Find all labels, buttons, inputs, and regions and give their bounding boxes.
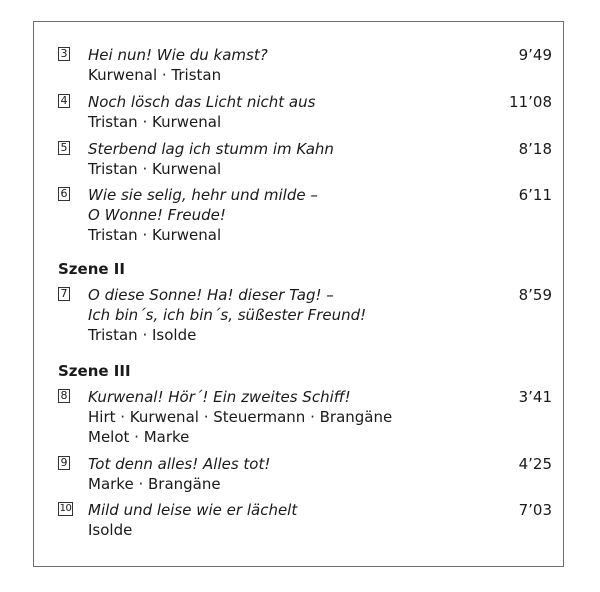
track-roles: Hirt · Kurwenal · Steuermann · Brangäne (88, 408, 393, 426)
track-duration: 8’59 (518, 286, 552, 304)
track-title: Noch lösch das Licht nicht aus (88, 93, 316, 111)
track-title: Hei nun! Wie du kamst? (88, 46, 268, 64)
track-number: 8 (58, 389, 70, 403)
track-3 (58, 45, 552, 85)
track-7 (58, 285, 552, 345)
track-title: Tot denn alles! Alles tot! (88, 455, 271, 473)
track-title-continued: O Wonne! Freude! (88, 206, 226, 224)
track-title: Kurwenal! Hör´! Ein zweites Schiff! (88, 388, 351, 406)
track-5 (58, 139, 552, 179)
track-10 (58, 500, 552, 540)
track-duration: 8’18 (518, 140, 552, 158)
track-title: O diese Sonne! Ha! dieser Tag! – (88, 286, 334, 304)
track-roles-continued: Melot · Marke (88, 428, 190, 446)
track-title: Sterbend lag ich stumm im Kahn (88, 140, 334, 158)
track-number: 3 (58, 47, 70, 61)
track-duration: 11’08 (509, 93, 552, 111)
track-duration: 3’41 (518, 388, 552, 406)
track-roles: Tristan · Kurwenal (88, 160, 222, 178)
track-duration: 9’49 (518, 46, 552, 64)
track-roles: Tristan · Isolde (88, 326, 197, 344)
track-number: 5 (58, 141, 70, 155)
track-number: 9 (58, 456, 70, 470)
track-number: 4 (58, 94, 70, 108)
section-heading: Szene III (58, 362, 131, 380)
track-duration: 4’25 (518, 455, 552, 473)
track-roles: Marke · Brangäne (88, 475, 221, 493)
track-title-continued: Ich bin´s, ich bin´s, süßester Freund! (88, 306, 367, 324)
track-number: 7 (58, 287, 70, 301)
track-number: 6 (58, 187, 70, 201)
track-duration: 6’11 (518, 186, 552, 204)
track-roles: Kurwenal · Tristan (88, 66, 222, 84)
track-number: 10 (59, 503, 72, 514)
track-6 (58, 185, 552, 245)
track-roles: Tristan · Kurwenal (88, 226, 222, 244)
track-roles: Tristan · Kurwenal (88, 113, 222, 131)
track-9 (58, 454, 552, 494)
track-8 (58, 387, 552, 447)
track-roles: Isolde (88, 521, 133, 539)
track-title: Mild und leise wie er lächelt (88, 501, 298, 519)
track-duration: 7’03 (518, 501, 552, 519)
track-title: Wie sie selig, hehr und milde – (88, 186, 318, 204)
track-4 (58, 92, 552, 132)
section-heading: Szene II (58, 260, 125, 278)
